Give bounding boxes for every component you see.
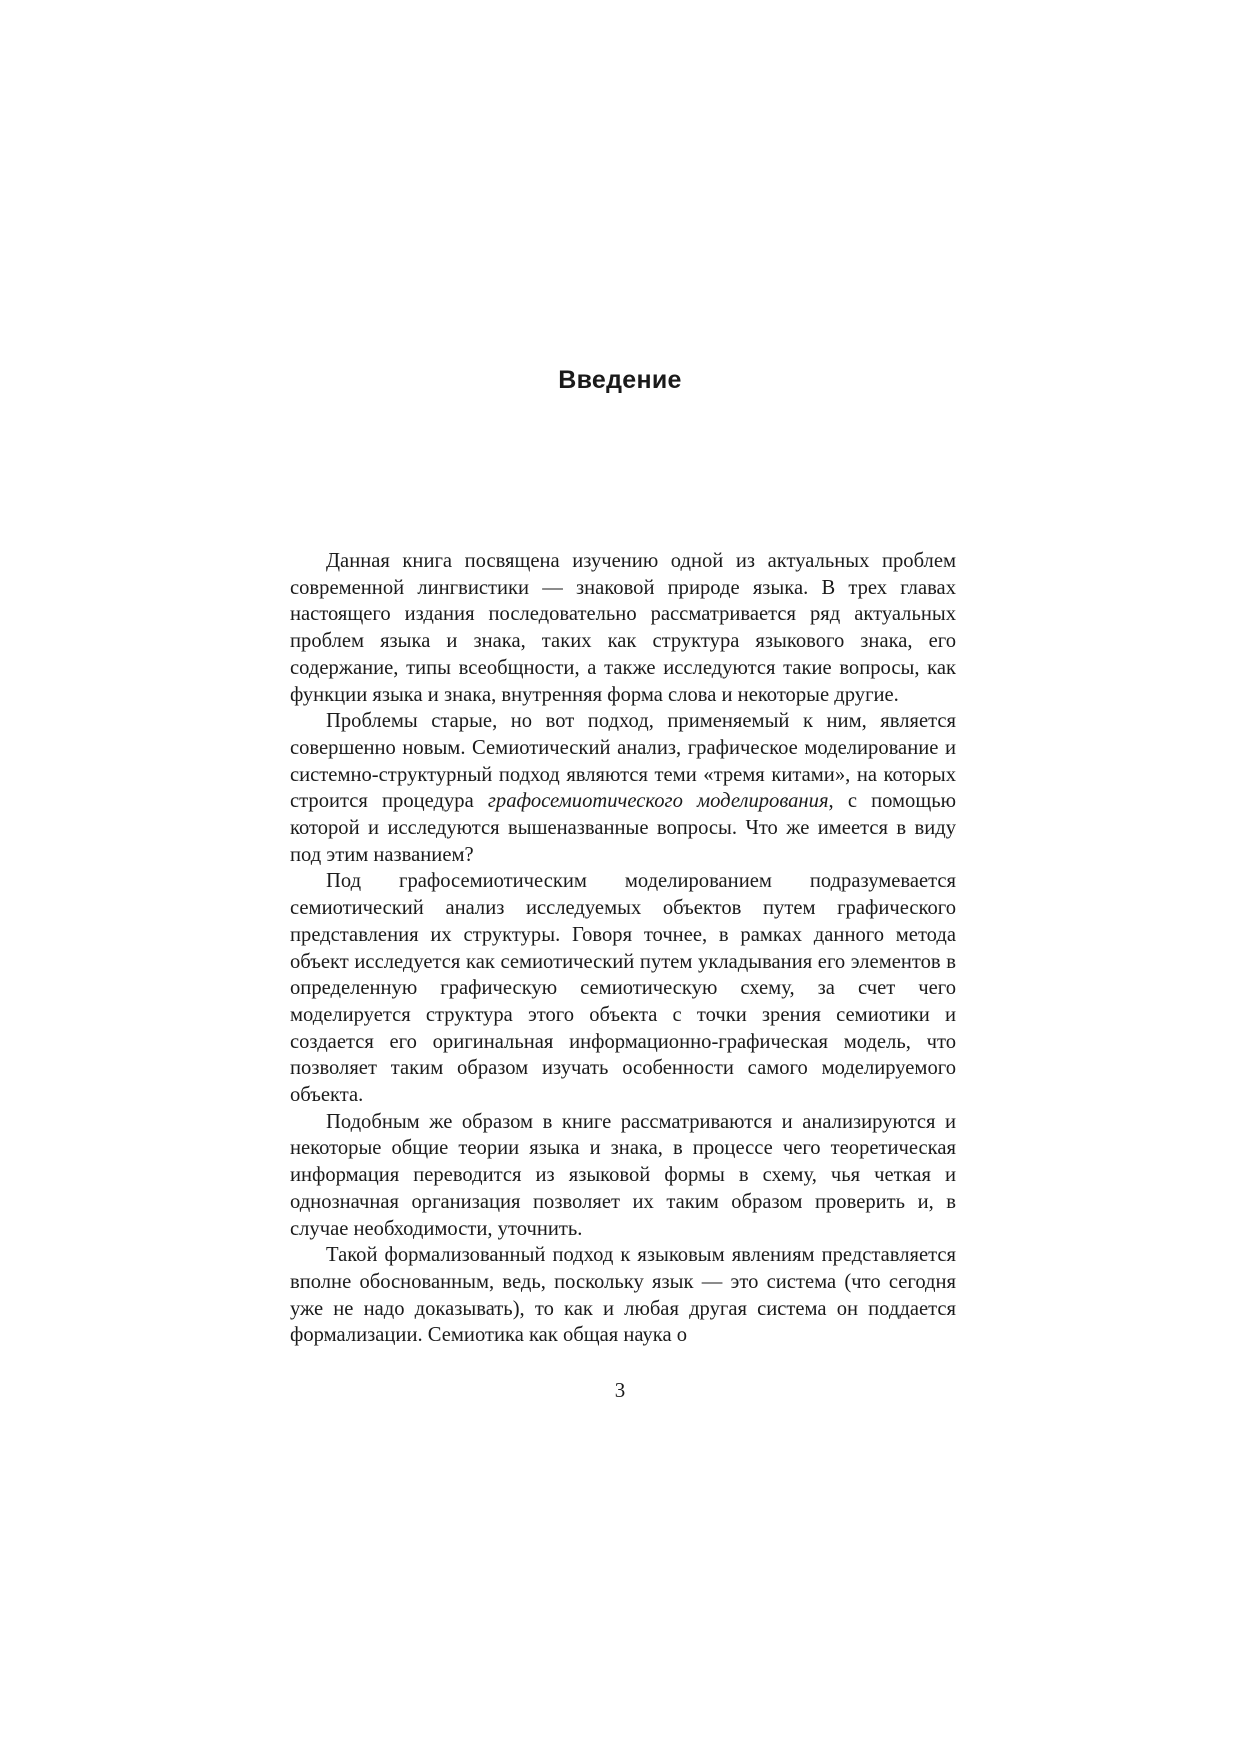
chapter-title: Введение — [558, 366, 682, 394]
paragraph-5: Такой формализованный подход к языковым явлениям представляется вполне обоснованным, ведь, поскольку язык — это система (что сегодня уже не надо доказывать), то как и любая другая система он поддается формализации. Семиотика как общая наука о — [290, 1244, 956, 1347]
body-text — [290, 548, 956, 1349]
paragraph-2-text-start: Проблемы старые, но вот подход, применяемый к ним, является совершенно новым. Семиотический анализ, графическое моделирование и системно-структурный подход являются теми «тремя китами», на которых строится процедура — [290, 710, 956, 813]
paragraph-2 — [290, 708, 956, 868]
paragraph-2-text-end: , с помощью которой и исследуются вышеназванные вопросы. Что же имеется в виду под этим названием? — [290, 790, 956, 866]
paragraph-2-emphasis: графосемиотического моделирования — [487, 790, 829, 813]
paragraph-4: Подобным же образом в книге рассматриваются и анализируются и некоторые общие теории языка и знака, в процессе чего теоретическая информация переводится из языковой формы в схему, чья четкая и однозначная организация позволяет их таким образом проверить и, в случае необходимости, уточнить. — [290, 1110, 956, 1240]
paragraph-3: Под графосемиотическим моделированием подразумевается семиотический анализ исследуемых объектов путем графического представления их структуры. Говоря точнее, в рамках данного метода объект исследуется как семиотический путем укладывания его элементов в определенную графическую семиотическую схему, за счет чего моделируется структура этого объекта с точки зрения семиотики и создается его оригинальная информационно-графическая модель, что позволяет таким образом изучать особенности самого моделируемого объекта. — [290, 870, 956, 1107]
paragraph-1: Данная книга посвящена изучению одной из актуальных проблем современной лингвистики — знаковой природе языка. В трех главах настоящего издания последовательно рассматривается ряд актуальных проблем языка и знака, таких как структура языкового знака, его содержание, типы всеобщности, а также исследуются такие вопросы, как функции языка и знака, внутренняя форма слова и некоторые другие. — [290, 550, 956, 706]
page-number: 3 — [614, 1378, 626, 1402]
